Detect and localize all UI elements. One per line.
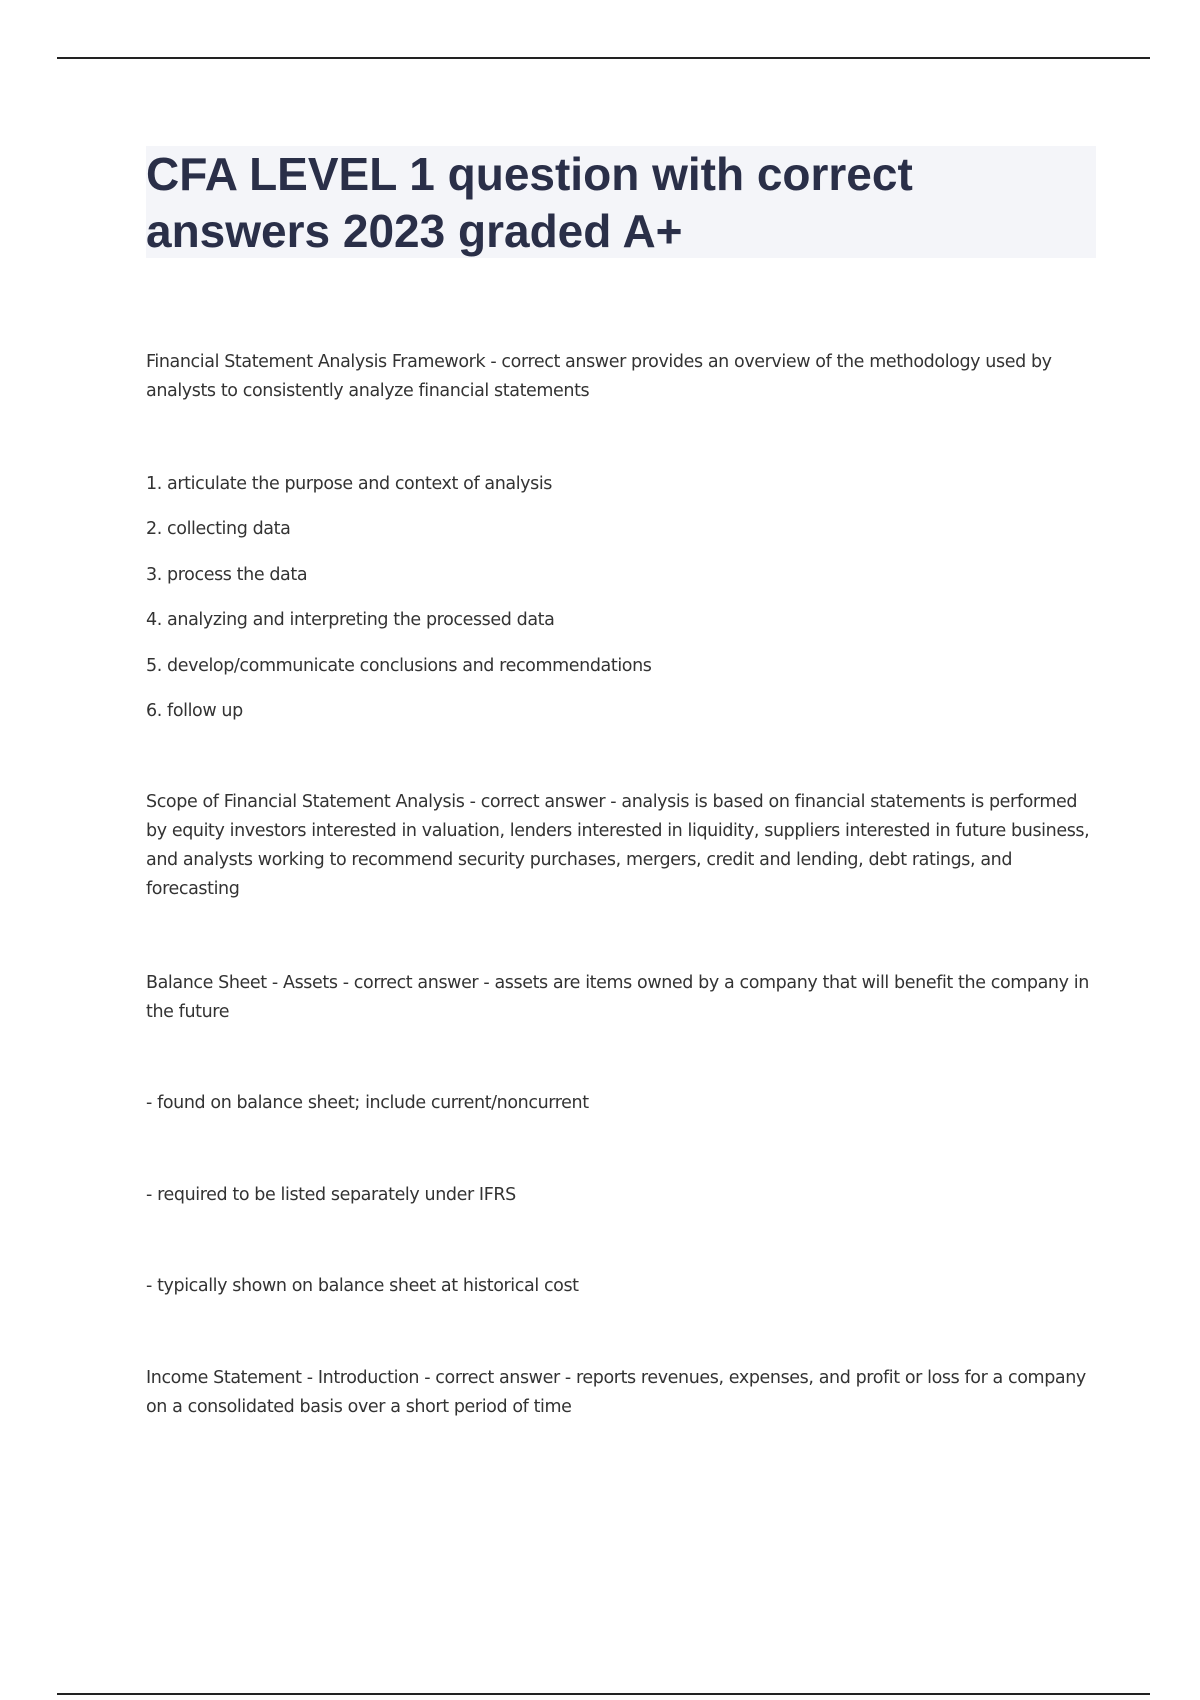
list-item: 1. articulate the purpose and context of analysis <box>146 474 553 494</box>
bullet-item: - typically shown on balance sheet at historical cost <box>146 1276 579 1296</box>
bullet-item: - found on balance sheet; include current/noncurrent <box>146 1093 589 1113</box>
balance-sheet-paragraph: Balance Sheet - Assets - correct answer - assets are items owned by a company that will benefit the company in the future <box>146 973 1089 1022</box>
list-item: 2. collecting data <box>146 519 291 539</box>
list-item: 4. analyzing and interpreting the processed data <box>146 610 555 630</box>
list-item: 3. process the data <box>146 565 308 585</box>
bullet-item: - required to be listed separately under IFRS <box>146 1185 516 1205</box>
top-rule <box>57 57 1150 59</box>
list-item: 6. follow up <box>146 701 243 721</box>
scope-paragraph: Scope of Financial Statement Analysis - correct answer - analysis is based on financial statements is performed by equity investors interested in valuation, lenders interested in liquidity, suppliers interested in future business, and analysts working to recommend security purchases, mergers, credit and lending, debt ratings, and forecasting <box>146 792 1090 899</box>
list-item: 5. develop/communicate conclusions and recommendations <box>146 656 652 676</box>
page-title: CFA LEVEL 1 question with correct answers 2023 graded A+ <box>146 148 913 257</box>
bottom-rule <box>57 1693 1150 1695</box>
income-statement-paragraph: Income Statement - Introduction - correct answer - reports revenues, expenses, and profit or loss for a company on a consolidated basis over a short period of time <box>146 1368 1086 1417</box>
framework-paragraph: Financial Statement Analysis Framework - correct answer provides an overview of the methodology used by analysts to consistently analyze financial statements <box>146 352 1052 401</box>
